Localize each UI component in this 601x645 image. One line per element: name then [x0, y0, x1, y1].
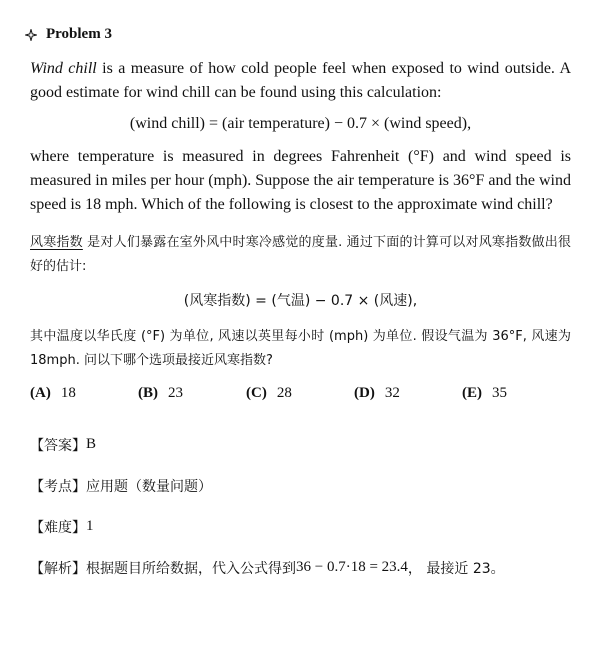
topic-label: 【考点】 — [30, 478, 86, 495]
difficulty-label: 【难度】 — [30, 519, 86, 536]
english-intro — [30, 57, 571, 105]
answer-choices — [30, 385, 571, 402]
chinese-term: 风寒指数 — [30, 235, 83, 250]
solution-meta — [30, 424, 571, 588]
chinese-formula: (风寒指数) = (气温) − 0.7 × (风速), — [183, 293, 418, 309]
problem-header — [24, 26, 571, 43]
answer-row — [30, 424, 571, 465]
english-body: where temperature is measured in degrees Fahrenheit (°F) and wind speed is measured in miles per hour (mph). Suppose the air temperature is 36°F and the wind speed is 18 mph. Which of the following is closest to the approximate wind chill? — [30, 148, 571, 213]
analysis-formula: 36 − 0.7·18 = 23.4 — [296, 559, 408, 575]
problem-container — [30, 26, 571, 588]
analysis-end: ， 最接近 23。 — [407, 560, 505, 577]
difficulty-row — [30, 506, 571, 547]
difficulty-value: 1 — [86, 518, 94, 534]
chinese-intro — [30, 231, 571, 279]
answer-label: 【答案】 — [30, 437, 86, 454]
choice-d: (D) 32 — [354, 385, 400, 401]
chinese-intro-text: 是对人们暴露在室外风中时寒冷感觉的度量. 通过下面的计算可以对风寒指数做出很好的估计: — [30, 235, 571, 274]
choice-a: (A) 18 — [30, 385, 76, 401]
analysis-text: 根据题目所给数据，代入公式得到 — [86, 560, 296, 577]
diamond-icon — [24, 28, 38, 42]
english-intro-text: is a measure of how cold people feel when exposed to wind outside. A good estimate for wind chill can be found using this calculation: — [30, 60, 572, 101]
choice-e: (E) 35 — [462, 385, 507, 401]
analysis-label: 【解析】 — [30, 560, 86, 577]
topic-row — [30, 465, 571, 506]
choice-c: (C) 28 — [246, 385, 292, 401]
english-term: Wind chill — [30, 60, 97, 77]
chinese-body: 其中温度以华氏度 (°F) 为单位, 风速以英里每小时 (mph) 为单位. 假设气温为 36°F, 风速为 18mph. 问以下哪个选项最接近风寒指数? — [30, 329, 571, 368]
analysis-row — [30, 547, 571, 588]
topic-value: 应用题（数量问题） — [86, 478, 212, 495]
problem-title: Problem 3 — [46, 26, 112, 42]
english-formula: (wind chill) = (air temperature) − 0.7 × (wind speed), — [129, 115, 472, 132]
answer-value: B — [86, 436, 97, 452]
choice-b: (B) 23 — [138, 385, 183, 401]
